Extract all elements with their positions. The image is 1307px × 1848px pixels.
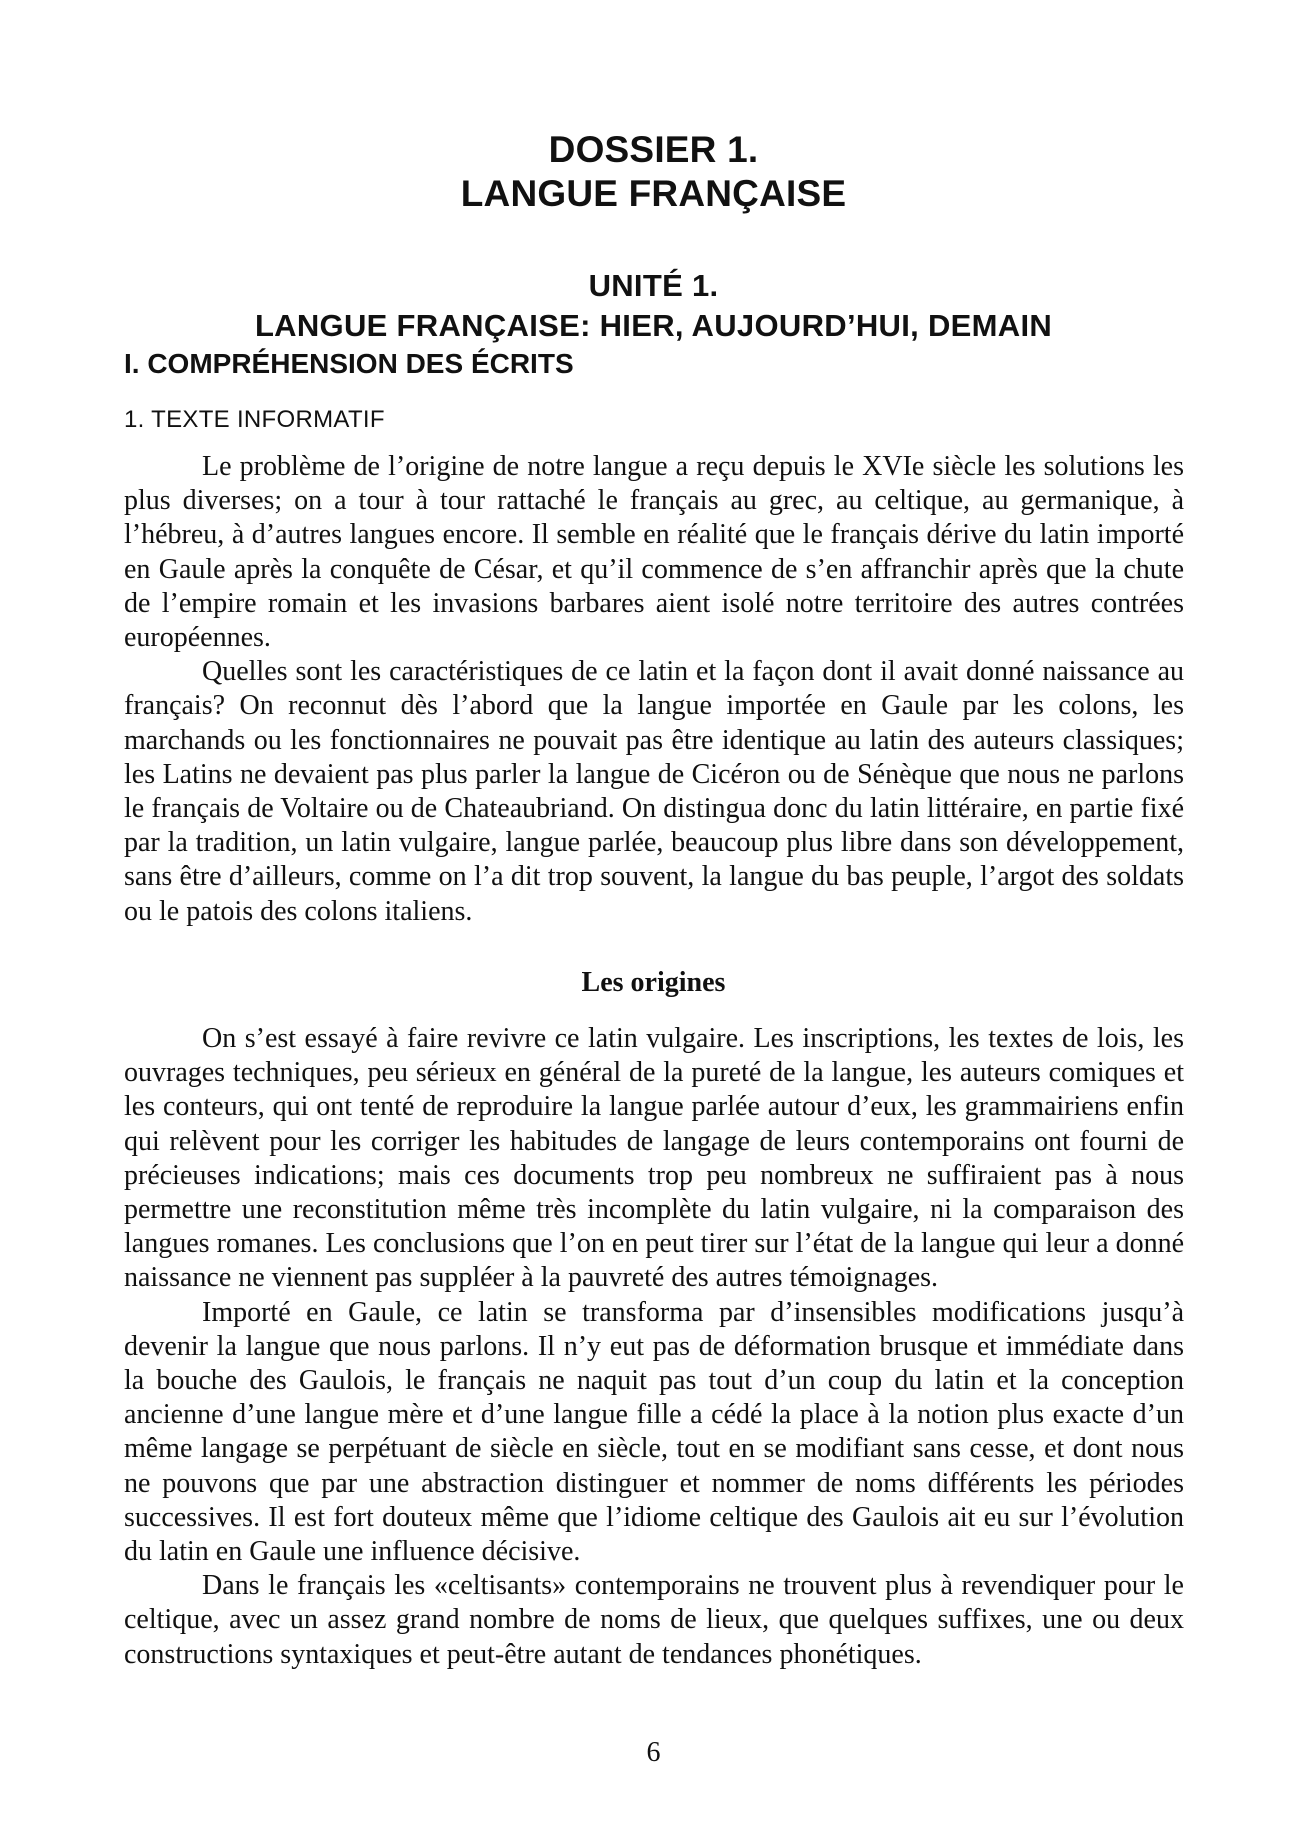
unit-title (0, 266, 1307, 346)
section-heading: I. COMPRÉHENSION DES ÉCRITS (124, 348, 574, 379)
paragraph-celtisants: Dans le français les «celtisants» contemporains ne trouvent plus à revendiquer pour le celtique, avec un assez grand nombre de noms de lieux, que quelques suffixes, une ou deux constructions syntaxiques et peut-être autant de tendances phonétiques. (124, 1570, 1184, 1670)
subsection-heading: 1. TEXTE INFORMATIF (124, 406, 385, 433)
paragraph-vulgar-latin: On s’est essayé à faire revivre ce latin vulgaire. Les inscriptions, les textes de lois, les ouvrages techniques, peu sérieux en général de la pureté de la langue, les auteurs comiques et les conteurs, qui ont tenté de reproduire la langue parlée autour d’eux, les grammairiens enfin qui relèvent pour les corriger les habitudes de langage de leurs contemporains ont fourni de précieuses indications; mais ces documents trop peu nombreux ne suffiraient pas à nous permettre une reconstitution même très incomplète du latin vulgaire, ni la comparaison des langues romanes. Les conclusions que l’on en peut tirer sur l’état de la langue qui leur a donné naissance ne viennent pas suppléer à la pauvreté des autres témoignages. (124, 1023, 1184, 1294)
intro-text-block (124, 450, 1184, 929)
paragraph-origin-problem: Le problème de l’origine de notre langue a reçu depuis le XVIe siècle les solutions les plus diverses; on a tour à tour rattaché le français au grec, au celtique, au germanique, à l’hébreu, à d’autres langues encore. Il semble en réalité que le français dérive du latin importé en Gaule après la conquête de César, et qu’il commence de s’en affranchir après que la chute de l’empire romain et les invasions barbares aient isolé notre territoire des autres contrées européennes. (124, 451, 1184, 654)
paragraph-transformation: Importé en Gaule, ce latin se transforma par d’insensibles modifications jusqu’à devenir la langue que nous parlons. Il n’y eut pas de déformation brusque et immédiate dans la bouche des Gaulois, le français ne naquit pas tout d’un coup du latin et la conception ancienne d’une langue mère et d’une langue fille a cédé la place à la notion plus exacte d’un même langage se perpétuant de siècle en siècle, tout en se modifiant sans cesse, et dont nous ne pouvons que par une abstraction distinguer et nommer de noms différents les périodes successives. Il est fort douteux même que l’idiome celtique des Gaulois ait eu sur l’évolution du latin en Gaule une influence décisive. (124, 1296, 1184, 1568)
dossier-title (0, 128, 1307, 216)
page-number: 6 (646, 1737, 661, 1768)
unit-title-line-2: LANGUE FRANÇAISE: HIER, AUJOURD’HUI, DEMAIN (254, 308, 1053, 343)
dossier-title-line-1: DOSSIER 1. (548, 129, 759, 170)
paragraph-latin-characteristics: Quelles sont les caractéristiques de ce latin et la façon dont il avait donné naissance au français? On reconnut dès l’abord que la langue importée en Gaule par les colons, les marchands ou les fonctionnaires ne pouvait pas être identique au latin des auteurs classiques; les Latins ne devaient pas plus parler la langue de Cicéron ou de Sénèque que nous ne parlons le français de Voltaire ou de Chateaubriand. On distingua donc du latin littéraire, en partie fixé par la tradition, un latin vulgaire, langue parlée, beaucoup plus libre dans son développement, sans être d’ailleurs, comme on l’a dit trop souvent, la langue du bas peuple, l’argot des soldats ou le patois des colons italiens. (124, 656, 1184, 927)
unit-title-line-1: UNITÉ 1. (588, 268, 719, 303)
origins-heading: Les origines (581, 967, 726, 998)
dossier-title-line-2: LANGUE FRANÇAISE (460, 173, 847, 214)
origins-text-block (124, 1022, 1184, 1672)
